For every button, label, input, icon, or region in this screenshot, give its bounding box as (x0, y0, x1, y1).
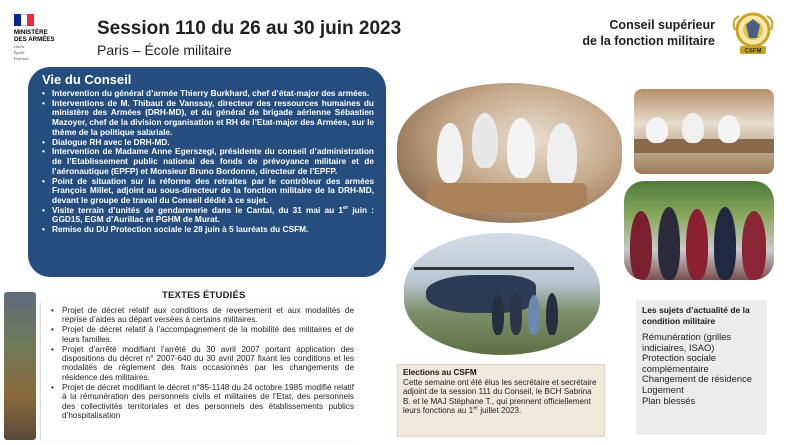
org-line2: de la fonction militaire (582, 34, 715, 48)
helicopter-photo (404, 233, 600, 355)
list-item: • Projet de décret modifiant le décret n°85-1148 du 24 octobre 1985 modifié relatif à la rémunération des personnels civils et militaires de l’Etat, des personnels des collectivités territoriales et des personnels des établissements publics d’hospitalisation (51, 383, 354, 421)
group-photo (624, 181, 774, 280)
textes-etudies-heading: TEXTES ÉTUDIÉS (162, 290, 246, 301)
sujets-heading: Les sujets d’actualité de la condition militaire (642, 305, 750, 326)
list-item: • Projet de décret relatif aux conditions de reversement et aux modalités de reprise d’aides au départ versées à certains militaires. (51, 306, 354, 325)
textes-etudies-list (51, 306, 354, 420)
list-item: Logement (642, 383, 684, 395)
french-flag-icon (14, 14, 34, 26)
list-item: • Projet d’arrêté modifiant l’arrêté du 30 avril 2007 portant application des dispositions du décret n° 2007-640 du 30 avril 2007 fixant les conditions et les modalités de règlement des frais occasionnés par les changements de résidence des militaires. (51, 345, 354, 383)
sujets-list (642, 332, 761, 406)
visit-sup: er (342, 204, 349, 211)
elections-box (397, 364, 605, 437)
decorative-photo-strip (4, 292, 36, 440)
motto-fraternite: Fraternité (14, 57, 29, 62)
vie-du-conseil-panel (28, 67, 386, 277)
ministry-name-line2: DES ARMÉES (14, 36, 55, 43)
visit-text-end: juin : GGD15, EGM d’Aurillac et PGHM de Murat. (52, 204, 374, 225)
list-item: • Projet de décret relatif à l’accompagnement de la mobilité des militaires et de leurs familles. (51, 325, 354, 344)
csfm-emblem-icon (727, 8, 779, 58)
elections-sup: er (473, 405, 479, 412)
list-item: Changement de résidence (642, 373, 752, 385)
org-line1: Conseil supérieur (609, 18, 715, 32)
list-item: Protection sociale complémentaire (642, 352, 716, 374)
sujets-actualite-box (636, 300, 767, 435)
visit-text: Visite terrain d’unités de gendarmerie dans le Cantal, du 31 mai au 1 (52, 204, 343, 215)
motto-liberte: Liberté (14, 45, 25, 49)
svg-text:CSFM: CSFM (744, 48, 762, 55)
organization-name (582, 17, 715, 49)
elections-text-main: Cette semaine ont été élus les secrétaire et secrétaire adjoint de la session 111 du Conseil, le BCH Sabrina B. et le MAJ Stéphane T., qui prennent officiellement leurs fonctions au 1 (403, 378, 597, 416)
elections-heading: Elections au CSFM (403, 368, 477, 377)
list-item: • Point de situation sur la réforme des retraites par le contrôleur des armées François Millet, adjoint au sous-directeur de la fonction militaire de la DRH-MD, devant le groupe de travail du Conseil dédié à ce sujet. (42, 177, 374, 206)
vie-du-conseil-list (42, 89, 374, 235)
elections-text-end: juillet 2023. (478, 406, 522, 416)
list-item: • Intervention de Madame Anne Egerszegi, présidente du conseil d’administration de l’Etablissement public national des fonds de prévoyance militaire et de l’aéronautique (EPFP) et Monsieur Bruno Bordonne, directeur de l’EPFP. (42, 147, 374, 176)
page-subtitle: Paris – École militaire (97, 42, 232, 58)
elections-text (403, 378, 599, 416)
meeting-photo (397, 83, 622, 223)
conference-photo (634, 89, 774, 174)
list-item (42, 206, 374, 225)
motto-egalite: Égalité (14, 51, 25, 56)
page-title: Session 110 du 26 au 30 juin 2023 (97, 18, 402, 39)
vie-du-conseil-heading: Vie du Conseil (42, 72, 132, 87)
list-item: • Intervention du général d’armée Thierry Burkhard, chef d’état-major des armées. (42, 89, 374, 99)
list-item: • Interventions de M. Thibaut de Vanssay, directeur des ressources humaines du ministère des Armées (DRH-MD), et du général de brigade aérienne Sébastien Mazoyer, chef de la division organisation et RH de l’Etat-major des Armées, sur le thème de la politique salariale. (42, 99, 374, 137)
textes-etudies-panel (40, 303, 358, 440)
list-item: • Dialogue RH avec le DRH-MD. (42, 138, 374, 148)
ministry-name-line1: MINISTÈRE (14, 29, 48, 36)
list-item: • Remise du DU Protection sociale le 28 juin à 5 lauréats du CSFM. (42, 225, 374, 235)
list-item: Plan blessés (642, 394, 696, 406)
list-item: Rémunération (grilles indiciaires, ISAO) (642, 331, 732, 353)
ministry-logo (14, 14, 74, 62)
